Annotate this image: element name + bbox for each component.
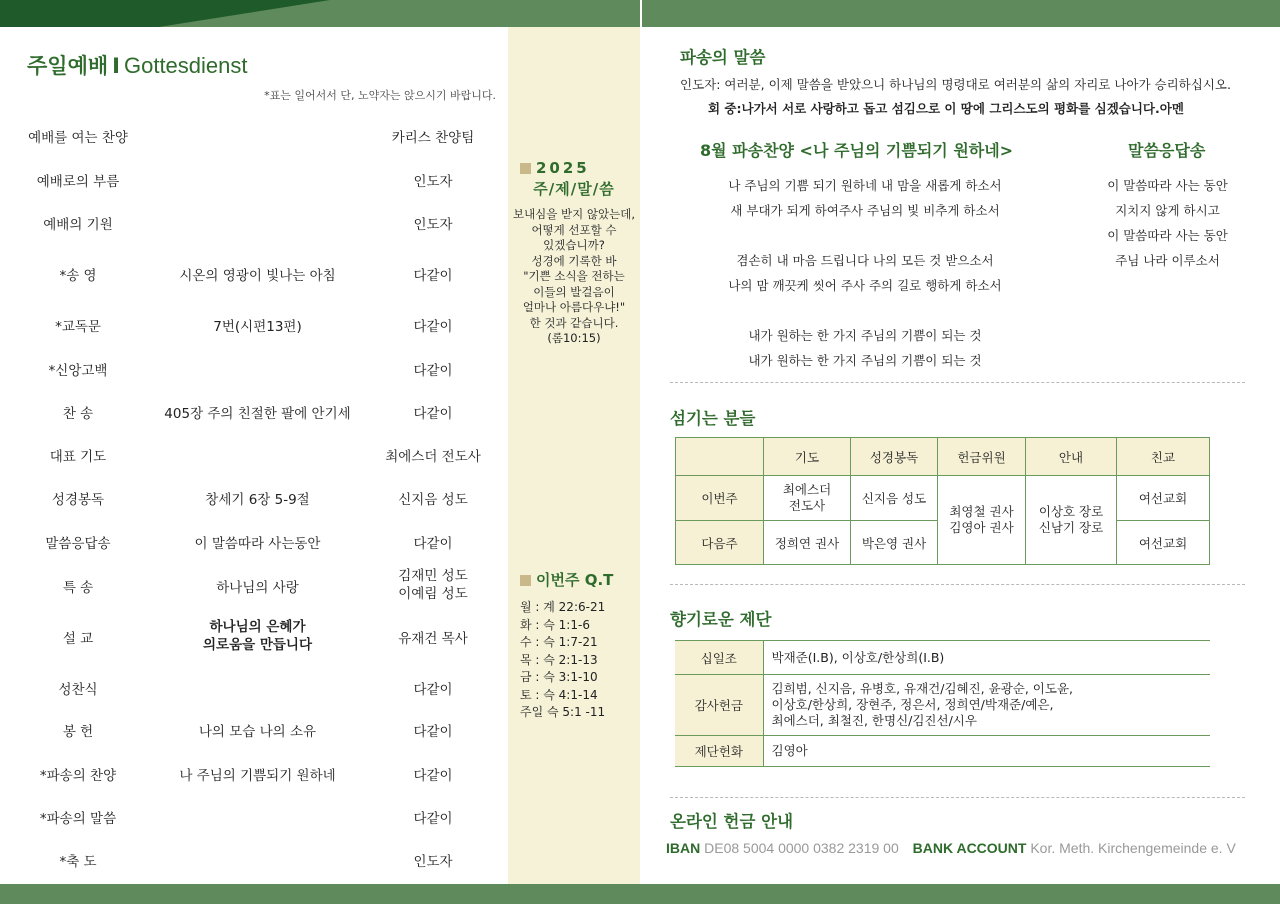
order-item: *파송의 찬양 — [39, 768, 117, 784]
servants-table — [675, 437, 1210, 565]
theme-heading-2: 주/제/말/씀 — [533, 180, 615, 198]
servants-title: 섬기는 분들 — [670, 409, 756, 428]
lyric-line: 내가 원하는 한 가지 주님의 기쁨이 되는 것 — [748, 328, 982, 343]
worship-title — [27, 50, 248, 80]
sending-song-title: 8월 파송찬양 <나 주님의 기쁨되기 원하네> — [700, 141, 1014, 160]
iban-value[interactable]: DE08 5004 0000 0382 2319 00 — [704, 840, 899, 856]
square-bullet-icon — [520, 163, 531, 174]
thanks-offering-names — [763, 675, 1210, 736]
sending-song-lyrics — [690, 173, 1040, 373]
offering-committee — [938, 476, 1026, 565]
qt-item: 금 : 슥 3:1-10 — [520, 670, 598, 684]
order-item: 대표 기도 — [49, 449, 107, 465]
order-leader: 다같이 — [413, 406, 453, 422]
lyric-line: 지치지 않게 하시고 — [1115, 203, 1220, 218]
lyric-line: 내가 원하는 한 가지 주님의 기쁨이 되는 것 — [748, 353, 982, 368]
lyric-line — [690, 298, 1040, 323]
online-offering-title: 온라인 헌금 안내 — [670, 812, 794, 831]
next-week-prayer: 정희연 권사 — [764, 521, 851, 565]
altar-flower-name: 김영아 — [763, 736, 1210, 767]
standing-note: *표는 일어서서 단, 노약자는 앉으시기 바랍니다. — [264, 89, 496, 102]
lyric-line: 겸손히 내 마음 드립니다 나의 모든 것 받으소서 — [736, 253, 994, 268]
order-item: 예배의 기원 — [43, 217, 113, 233]
next-week-fellowship: 여선교회 — [1117, 521, 1210, 565]
name-line: 전도사 — [788, 498, 826, 513]
sending-leader-line: 인도자: 여러분, 이제 말씀을 받았으니 하나님의 명령대로 여러분의 삶의 자리로 나아가 승리하십시오. — [680, 77, 1231, 92]
order-item: *송 영 — [59, 268, 97, 284]
order-leader: 유재건 목사 — [398, 631, 468, 647]
order-leader: 인도자 — [413, 217, 453, 233]
qt-item: 토 : 슥 4:1-14 — [520, 687, 598, 702]
lyric-line: 이 말씀따라 사는 동안 — [1107, 228, 1228, 243]
order-content — [150, 618, 365, 654]
worship-title-separator: I — [112, 54, 120, 78]
theme-heading — [508, 159, 640, 177]
order-leader: 인도자 — [413, 174, 453, 190]
theme-line: 있겠습니까? — [543, 238, 605, 252]
name-line: 김희범, 신지음, 유병호, 유재건/김혜진, 윤광순, 이도윤, — [771, 681, 1073, 696]
qt-item: 월 : 계 22:6-21 — [520, 600, 606, 614]
order-item: 말씀응답송 — [45, 536, 111, 552]
order-content: 이 말씀따라 사는동안 — [194, 536, 321, 552]
order-leader: 다같이 — [413, 724, 453, 740]
lyric-line: 나의 맘 깨끗케 씻어 주사 주의 길로 행하게 하소서 — [728, 278, 1002, 293]
order-leader: 다같이 — [413, 811, 453, 827]
order-leader: 다같이 — [413, 319, 453, 335]
order-item: *축 도 — [59, 854, 97, 870]
theme-line: "기쁜 소식을 전하는 — [523, 269, 625, 283]
section-divider — [670, 797, 1245, 798]
name-line: 최에스더, 최철진, 한명신/김진선/시우 — [771, 713, 977, 728]
order-item: *교독문 — [55, 319, 101, 335]
order-leader: 다같이 — [413, 536, 453, 552]
order-item: *파송의 말씀 — [39, 811, 117, 827]
order-leader: 인도자 — [413, 854, 453, 870]
name-line: 최영철 권사 — [949, 504, 1014, 519]
theme-verse — [508, 207, 640, 347]
order-content: 시온의 영광이 빛나는 아침 — [179, 268, 336, 284]
name-line: 이상호 장로 — [1038, 504, 1104, 519]
section-divider — [670, 584, 1245, 585]
order-leader: 다같이 — [413, 768, 453, 784]
qt-list — [520, 599, 605, 722]
tithe-label: 십일조 — [675, 641, 763, 675]
order-content: 405장 주의 친절한 팔에 안기세 — [164, 406, 351, 422]
order-leader: 다같이 — [413, 682, 453, 698]
sermon-title-line: 의로움을 만듭니다 — [202, 637, 313, 653]
order-leader: 신지음 성도 — [398, 492, 468, 508]
this-week-fellowship: 여선교회 — [1117, 476, 1210, 521]
servants-header: 성경봉독 — [851, 438, 938, 476]
order-content: 나의 모습 나의 소유 — [198, 724, 317, 740]
ushers — [1026, 476, 1117, 565]
servants-header: 헌금위원 — [938, 438, 1026, 476]
qt-heading — [508, 569, 640, 590]
this-week-prayer — [764, 476, 851, 521]
theme-line: 한 것과 같습니다. — [529, 315, 619, 330]
next-week-label: 다음주 — [676, 521, 764, 565]
order-content: 7번(시편13편) — [213, 319, 302, 335]
name-line: 이상호/한상희, 장현주, 정은서, 정희연/박재준/예은, — [771, 697, 1054, 712]
account-value[interactable]: Kor. Meth. Kirchengemeinde e. V — [1030, 840, 1236, 856]
theme-line: 어떻게 선포할 수 — [531, 222, 617, 237]
servants-header: 안내 — [1026, 438, 1117, 476]
lyric-line: 이 말씀따라 사는 동안 — [1107, 178, 1228, 193]
order-item: 성찬식 — [58, 682, 98, 698]
square-bullet-icon — [520, 575, 531, 586]
offering-title: 향기로운 제단 — [670, 610, 772, 629]
order-leader: 다같이 — [413, 363, 453, 379]
lyric-line: 나 주님의 기쁨 되기 원하네 내 맘을 새롭게 하소서 — [728, 178, 1002, 193]
name-line: 김영아 권사 — [949, 520, 1014, 535]
iban-label: IBAN — [666, 840, 701, 856]
order-item: *신앙고백 — [48, 363, 108, 379]
bank-info — [666, 840, 1246, 856]
name-line: 신남기 장로 — [1038, 520, 1104, 535]
servants-corner-cell — [676, 438, 764, 476]
qt-item: 주일 슥 5:1 -11 — [520, 705, 606, 719]
theme-line: 이들의 발걸음이 — [533, 284, 615, 299]
fold-line — [640, 0, 642, 27]
theme-line: (롬10:15) — [547, 331, 601, 345]
theme-line: 성경에 기록한 바 — [531, 253, 617, 268]
next-week-reading: 박은영 권사 — [851, 521, 938, 565]
order-leader-line: 김재민 성도 — [398, 568, 468, 584]
thanks-offering-label: 감사헌금 — [675, 675, 763, 736]
qt-item: 목 : 슥 2:1-13 — [520, 652, 598, 667]
order-leader: 다같이 — [413, 268, 453, 284]
response-song-title: 말씀응답송 — [1128, 141, 1206, 160]
sending-congregation-line: 회 중:나가서 서로 사랑하고 돕고 섬김으로 이 땅에 그리스도의 평화를 심겠습니다.아멘 — [708, 101, 1184, 116]
order-item: 예배로의 부름 — [36, 174, 120, 190]
order-item: 예배를 여는 찬양 — [28, 130, 128, 146]
altar-flower-label: 제단헌화 — [675, 736, 763, 767]
order-leader: 최에스더 전도사 — [385, 449, 481, 465]
tithe-names: 박재준(I.B), 이상호/한상희(I.B) — [763, 641, 1210, 675]
order-leader-line: 이예림 성도 — [398, 586, 468, 602]
response-song-lyrics — [1085, 173, 1250, 273]
sermon-title-line: 하나님의 은혜가 — [209, 619, 306, 635]
order-leader — [362, 567, 504, 603]
order-leader: 카리스 찬양팀 — [391, 130, 475, 146]
account-label: BANK ACCOUNT — [912, 840, 1027, 856]
qt-item: 수 : 슥 1:7-21 — [520, 635, 598, 649]
theme-line: 보내심을 받지 않았는데, — [512, 207, 636, 221]
worship-order-panel — [0, 27, 508, 884]
bottom-band — [0, 884, 1280, 904]
worship-title-de: Gottesdienst — [123, 53, 248, 78]
this-week-label: 이번주 — [676, 476, 764, 521]
order-content: 창세기 6장 5-9절 — [205, 492, 310, 508]
worship-title-ko: 주일예배 — [27, 54, 109, 78]
servants-header: 기도 — [764, 438, 851, 476]
offering-table — [675, 640, 1210, 767]
section-divider — [670, 382, 1245, 383]
name-line: 최에스더 — [782, 482, 832, 497]
middle-column — [508, 27, 640, 884]
this-week-reading: 신지음 성도 — [851, 476, 938, 521]
servants-header: 친교 — [1117, 438, 1210, 476]
order-item: 성경봉독 — [51, 492, 105, 508]
theme-heading-year: 2025 — [536, 159, 590, 177]
order-item: 특 송 — [62, 580, 94, 596]
lyric-line: 새 부대가 되게 하여주사 주님의 빛 비추게 하소서 — [730, 203, 1000, 218]
lyric-line — [690, 223, 1040, 248]
qt-item: 화 : 슥 1:1-6 — [520, 617, 590, 632]
qt-heading-text: 이번주 Q.T — [536, 571, 614, 589]
order-item: 설 교 — [62, 631, 94, 647]
order-item: 찬 송 — [62, 406, 94, 422]
order-content: 나 주님의 기쁨되기 원하네 — [179, 768, 336, 784]
order-item: 봉 헌 — [62, 724, 94, 740]
sending-word-title: 파송의 말씀 — [680, 48, 766, 67]
lyric-line: 주님 나라 이루소서 — [1115, 253, 1220, 268]
order-content: 하나님의 사랑 — [216, 580, 299, 596]
theme-line: 얼마나 아름다우냐!" — [522, 300, 626, 314]
